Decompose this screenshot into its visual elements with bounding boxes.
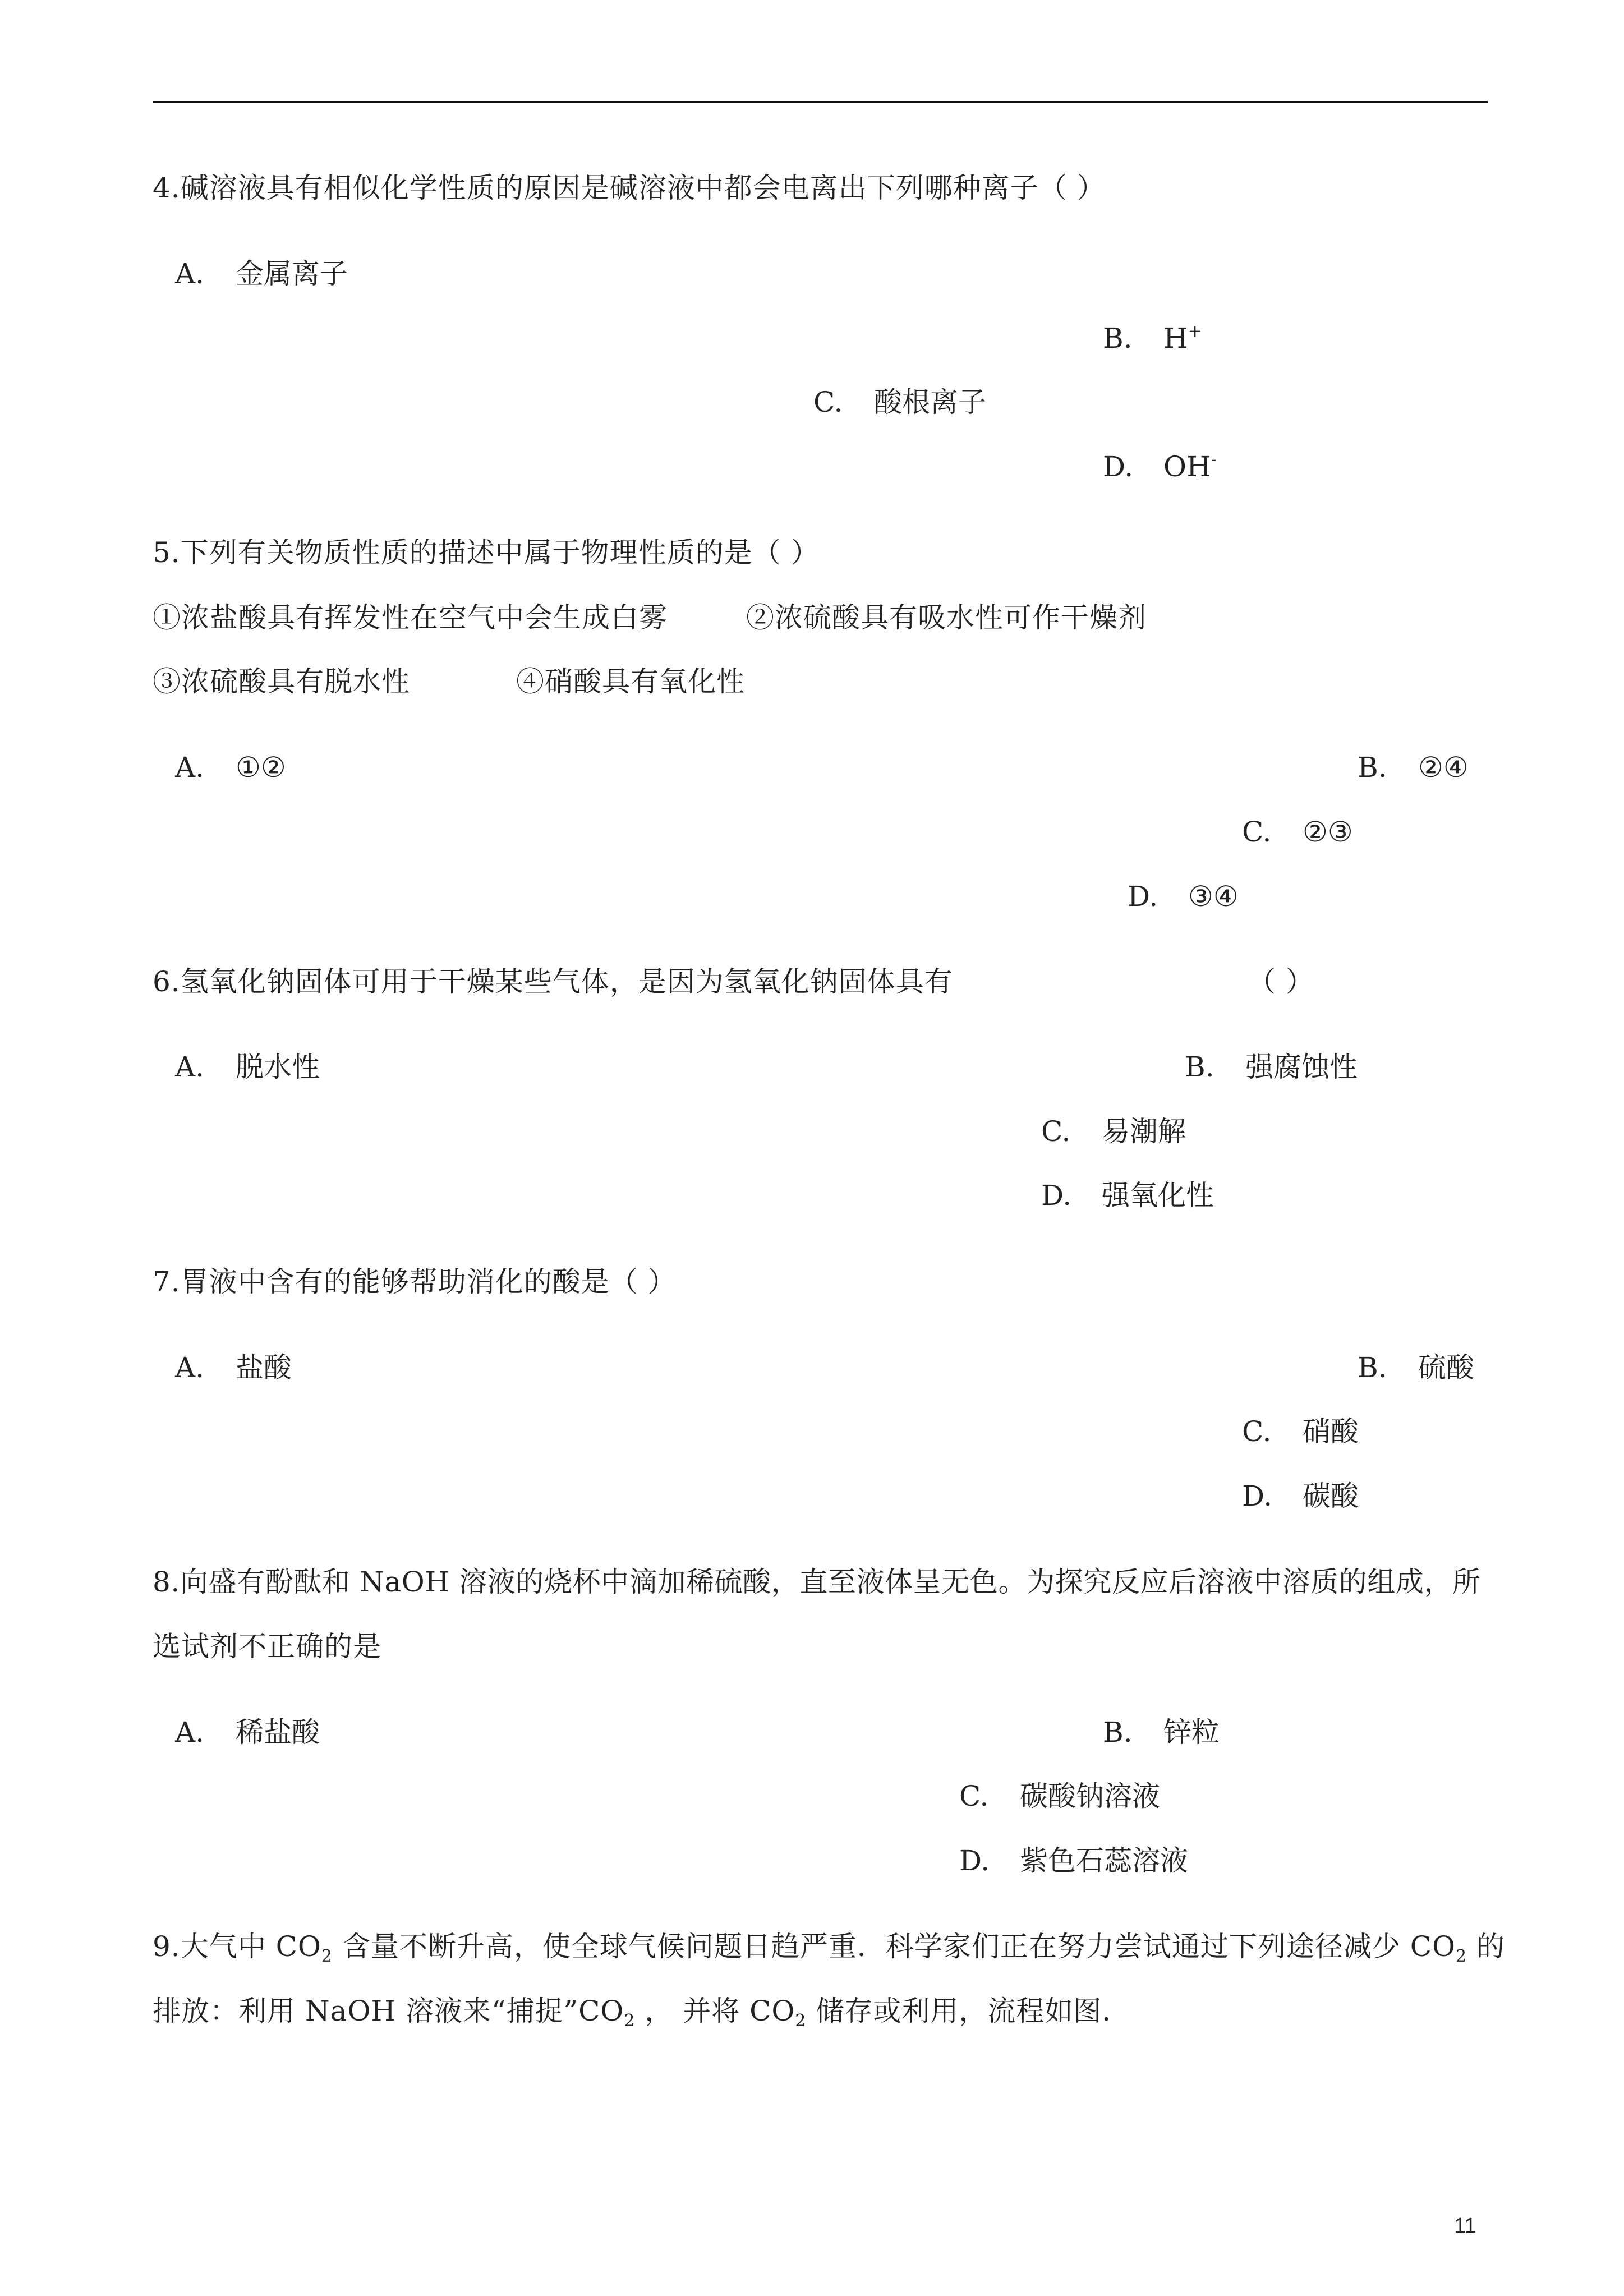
question-7-stem: 7.胃液中含有的能够帮助消化的酸是（ ）	[153, 1266, 677, 1298]
subscript: 2	[1456, 1947, 1467, 1966]
question-6-option-d[interactable]	[1041, 1179, 1214, 1212]
option-text: 碳酸	[1303, 1480, 1359, 1512]
text-segment: 储存或利用，流程如图．	[806, 1995, 1131, 2027]
option-text: H	[1163, 322, 1188, 355]
option-letter: C.	[1242, 1415, 1272, 1448]
option-text: 紫色石蕊溶液	[1020, 1844, 1188, 1877]
question-6-option-a[interactable]	[175, 1050, 320, 1084]
option-letter: C.	[1041, 1115, 1071, 1148]
option-text: OH	[1163, 450, 1211, 483]
question-8-option-d[interactable]	[959, 1844, 1188, 1878]
question-5-stem: 5.下列有关物质性质的描述中属于物理性质的是（ ）	[153, 536, 820, 569]
text-segment: ， 并将 CO	[635, 1995, 795, 2027]
option-text: ②④	[1418, 751, 1469, 784]
option-letter: A.	[175, 1716, 205, 1749]
option-letter: D.	[1242, 1480, 1273, 1512]
text-segment: 的	[1467, 1930, 1505, 1963]
option-text: 盐酸	[236, 1351, 292, 1384]
option-letter: A.	[175, 1351, 205, 1384]
option-letter: A.	[175, 1051, 205, 1083]
question-8-option-b[interactable]	[1103, 1715, 1220, 1749]
option-text: 强腐蚀性	[1245, 1051, 1358, 1083]
option-text: 酸根离子	[874, 386, 986, 418]
question-5-statement-4: ④硝酸具有氧化性	[516, 665, 745, 698]
question-5-statement-3: ③浓硫酸具有脱水性	[153, 665, 410, 698]
question-4-option-a[interactable]	[175, 257, 348, 291]
question-7-option-b[interactable]	[1358, 1351, 1474, 1384]
question-4-option-c[interactable]	[813, 385, 986, 419]
question-8-stem-line-1: 8.向盛有酚酞和 NaOH 溶液的烧杯中滴加稀硫酸，直至液体呈无色。为探究反应后溶液中溶质的组成，所	[153, 1566, 1481, 1598]
option-text: 金属离子	[236, 257, 348, 290]
question-8-stem-line-2: 选试剂不正确的是	[153, 1630, 381, 1663]
option-text: 稀盐酸	[236, 1716, 320, 1749]
question-7-option-c[interactable]	[1242, 1415, 1359, 1448]
question-6-option-b[interactable]	[1185, 1050, 1358, 1084]
question-6-stem: 6.氢氧化钠固体可用于干燥某些气体，是因为氢氧化钠固体具有	[153, 965, 953, 998]
header-rule	[153, 101, 1488, 103]
option-text: 碳酸钠溶液	[1020, 1780, 1160, 1812]
question-5-option-b[interactable]	[1358, 751, 1469, 784]
subscript: 2	[795, 2011, 807, 2031]
option-letter: C.	[959, 1780, 989, 1812]
question-8-option-a[interactable]	[175, 1715, 320, 1749]
subscript: 2	[321, 1947, 333, 1966]
option-text: 强氧化性	[1102, 1179, 1214, 1212]
question-9-stem-line-2	[153, 1994, 1131, 2031]
question-7-option-d[interactable]	[1242, 1479, 1359, 1513]
option-text: 硝酸	[1303, 1415, 1359, 1448]
option-letter: C.	[1242, 816, 1272, 848]
question-7-option-a[interactable]	[175, 1351, 292, 1384]
question-6-answer-parens: （ ）	[1248, 965, 1314, 998]
option-letter: B.	[1358, 751, 1387, 784]
superscript: +	[1188, 321, 1202, 341]
option-letter: B.	[1103, 1716, 1133, 1749]
question-6-option-c[interactable]	[1041, 1115, 1186, 1148]
option-text: 脱水性	[236, 1051, 320, 1083]
option-letter: D.	[1103, 450, 1134, 483]
question-4-stem: 4.碱溶液具有相似化学性质的原因是碱溶液中都会电离出下列哪种离子（ ）	[153, 172, 1106, 204]
question-8-option-c[interactable]	[959, 1779, 1160, 1813]
option-letter: C.	[813, 386, 843, 418]
option-text: ①②	[236, 751, 286, 784]
option-letter: B.	[1103, 322, 1133, 355]
text-segment: 排放：利用 NaOH 溶液来“捕捉”CO	[153, 1995, 624, 2027]
option-letter: A.	[175, 751, 205, 784]
option-text: ②③	[1303, 816, 1353, 848]
page-number: 11	[1454, 2214, 1476, 2238]
text-segment: 含量不断升高，使全球气候问题日趋严重．科学家们正在努力尝试通过下列途径减少 CO	[332, 1930, 1456, 1963]
option-letter: D.	[1128, 880, 1158, 913]
superscript: -	[1211, 450, 1217, 470]
question-5-option-c[interactable]	[1242, 815, 1353, 849]
question-5-option-a[interactable]	[175, 751, 286, 784]
option-letter: D.	[1041, 1179, 1072, 1212]
option-text: 易潮解	[1102, 1115, 1186, 1148]
question-5-option-d[interactable]	[1128, 880, 1239, 913]
option-letter: B.	[1185, 1051, 1214, 1083]
text-segment: 9.大气中 CO	[153, 1930, 321, 1963]
question-5-statement-1: ①浓盐酸具有挥发性在空气中会生成白雾	[153, 601, 668, 634]
subscript: 2	[624, 2011, 636, 2031]
question-4-option-d[interactable]	[1103, 450, 1217, 484]
question-4-option-b[interactable]	[1103, 321, 1202, 355]
option-text: 硫酸	[1418, 1351, 1474, 1384]
option-letter: B.	[1358, 1351, 1387, 1384]
question-5-statement-2: ②浓硫酸具有吸水性可作干燥剂	[746, 601, 1147, 634]
question-9-stem-line-1	[153, 1930, 1505, 1966]
option-letter: A.	[175, 257, 205, 290]
option-text: 锌粒	[1163, 1716, 1220, 1749]
option-letter: D.	[959, 1844, 990, 1877]
option-text: ③④	[1188, 880, 1239, 913]
